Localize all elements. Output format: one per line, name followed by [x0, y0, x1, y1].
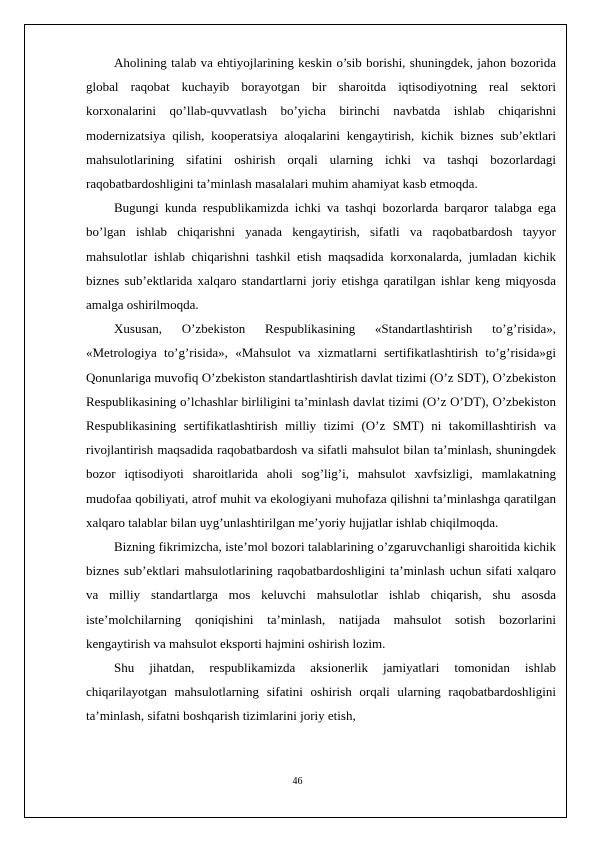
- paragraph-5: Shu jihatdan, respublikamizda aksionerlik jamiyatlari tomonidan ishlab chiqarilayotgan mahsulotlarning sifatini oshirish orqali ularning raqobatbardoshligini ta’minlash, sifatni boshqarish tizimlarini joriy etish,: [86, 660, 556, 724]
- paragraph-3: Xususan, O’zbekiston Respublikasining «Standartlashtirish to’g’risida», «Metrologiya to’g’risida», «Mahsulot va xizmatlarni sertifikatlashtirish to’g’risida»gi Qonunlariga muvofiq O’zbekiston standartlashtirish davlat tizimi (O’z SDT), O’zbekiston Respublikasining o’lchashlar birliligini ta’minlash davlat tizimi (O’z O’DT), O’zbekiston Respublikasining sertifikatlashtirish milliy tizimi (O’z SMT) ni takomillashtirish va rivojlantirish maqsadida raqobatbardosh va sifatli mahsulot bilan ta’minlash, shuningdek bozor iqtisodiyoti sharoitlarida aholi sog’lig’i, mahsulot xavfsizligi, mamlakatning mudofaa qobiliyati, atrof muhit va ekologiyani muhofaza qilishni ta’minlashga qaratilgan xalqaro talablar bilan uyg’unlashtirilgan me’yoriy hujjatlar ishlab chiqilmoqda.: [86, 321, 556, 530]
- paragraph-4: Bizning fikrimizcha, iste’mol bozori talablarining o’zgaruvchanligi sharoitida kichik biznes sub’ektlari mahsulotlarining raqobatbardoshligini ta’minlash uchun sifati xalqaro va milliy standartlarga mos keluvchi mahsulotlar ishlab chiqarish, shu asosda iste’molchilarning qoniqishini ta’minlash, natijada mahsulot sotish bozorlarini kengaytirish va mahsulot eksporti hajmini oshirish lozim.: [86, 539, 556, 651]
- page-number: 46: [292, 776, 303, 787]
- document-body: [86, 51, 556, 729]
- paragraph-2: Bugungi kunda respublikamizda ichki va tashqi bozorlarda barqaror talabga ega bo’lgan ishlab chiqarishni yanada kengaytirish, sifatli va raqobatbardosh tayyor mahsulotlar ishlab chiqarishni tashkil etish maqsadida korxonalarda, jumladan kichik biznes sub’ektlarida xalqaro standartlarni joriy etishga qaratilgan ishlar keng miqyosda amalga oshirilmoqda.: [86, 200, 556, 313]
- paragraph-1: Aholining talab va ehtiyojlarining keskin o’sib borishi, shuningdek, jahon bozorida global raqobat kuchayib borayotgan bir sharoitda iqtisodiyotning real sektori korxonalarini qo’llab-quvvatlash bo’yicha birinchi navbatda ishlab chiqarishni modernizatsiya qilish, kooperatsiya aloqalarini kengaytirish, kichik biznes sub’ektlari mahsulotlarining sifatini oshirish orqali ularning ichki va tashqi bozorlardagi raqobatbardoshligini ta’minlash masalalari muhim ahamiyat kasb etmoqda.: [86, 55, 556, 192]
